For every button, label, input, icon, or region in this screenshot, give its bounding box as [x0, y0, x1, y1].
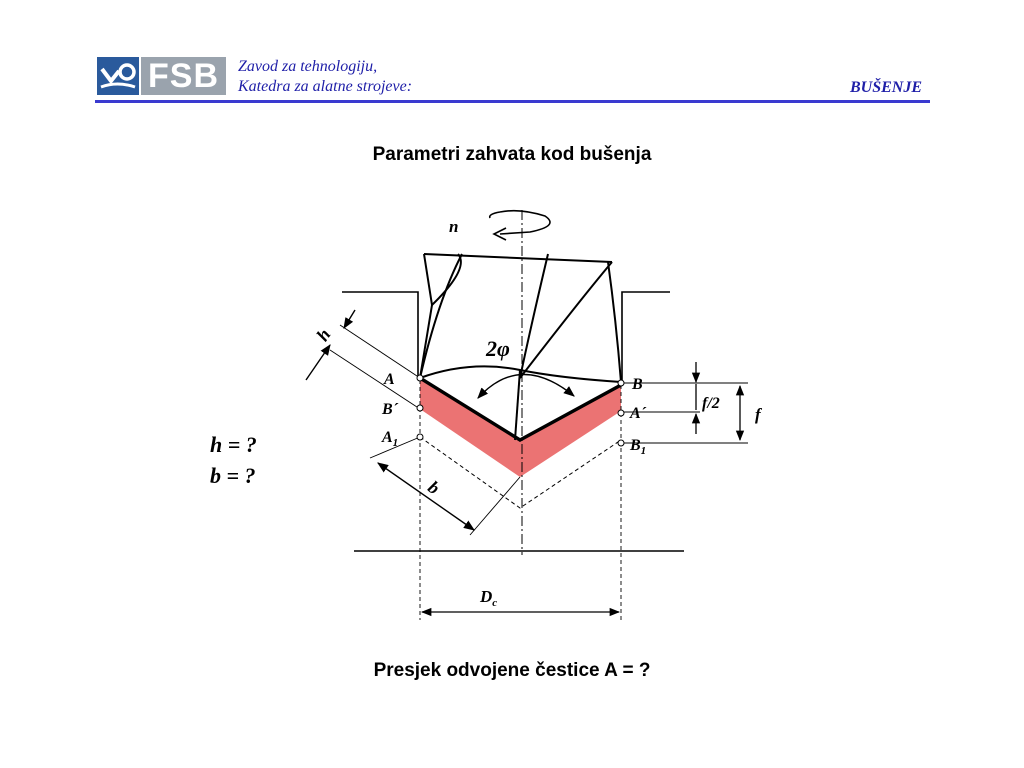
- angle-arc: [478, 374, 574, 398]
- label-f-half: f/2: [702, 395, 720, 412]
- label-b-prime: B´: [382, 401, 398, 418]
- label-two-phi: 2φ: [486, 336, 510, 361]
- logo-text: FSB: [141, 57, 226, 95]
- chip-cross-section: [420, 378, 621, 477]
- slide-title: Parametri zahvata kod bušenja: [372, 144, 652, 165]
- label-h: h: [312, 324, 335, 345]
- question-b: b = ?: [210, 463, 256, 488]
- dimension-b: [378, 463, 474, 530]
- label-f: f: [755, 405, 761, 424]
- label-b: b: [424, 476, 444, 499]
- topic-title: BUŠENJE: [849, 79, 922, 96]
- label-dc: $D_c$: [480, 587, 498, 609]
- rotation-arrow-icon: [490, 211, 550, 240]
- label-n: n: [449, 217, 459, 236]
- dimension-h: [306, 310, 355, 380]
- label-b-point: B: [632, 376, 643, 393]
- institute-line-2: Katedra za alatne strojeve:: [238, 78, 413, 95]
- footer-question: Presjek odvojene čestice A = ?: [373, 660, 651, 681]
- question-h: h = ?: [210, 432, 257, 457]
- label-a1: $A_1$: [382, 429, 399, 449]
- label-a-prime: A´: [630, 405, 646, 422]
- institute-line-1: Zavod za tehnologiju,: [238, 58, 378, 75]
- label-a: A: [384, 371, 395, 388]
- label-b1: $B_1$: [630, 437, 647, 457]
